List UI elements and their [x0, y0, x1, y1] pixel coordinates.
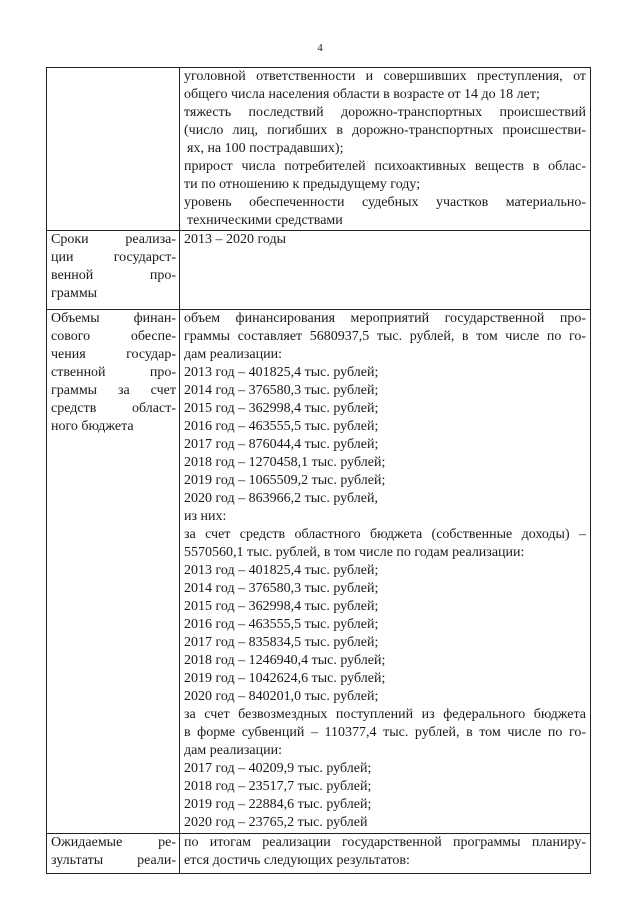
text-line: 2015 год – 362998,4 тыс. рублей;	[184, 401, 379, 416]
cell-content-results	[180, 834, 591, 874]
text-line: 2013 год – 401825,4 тыс. рублей;	[184, 563, 379, 578]
text-line: за счет безвозмездных поступлений из федерального бюджета	[184, 707, 586, 722]
text-line: 2016 год – 463555,5 тыс. рублей;	[184, 419, 379, 434]
text-line: из них:	[184, 509, 227, 524]
text-line: 2020 год – 23765,2 тыс. рублей	[184, 815, 368, 830]
cell-label-timeline	[47, 231, 180, 310]
text-line: ти по отношению к предыдущему году;	[184, 177, 421, 192]
text-line: 2019 год – 22884,6 тыс. рублей;	[184, 797, 372, 812]
text-line: 2014 год – 376580,3 тыс. рублей;	[184, 581, 379, 596]
text-line: зультаты реали-	[51, 853, 176, 868]
text-line: сового обеспе-	[51, 329, 176, 344]
text-line: за счет средств областного бюджета (собственные доходы) –	[184, 527, 586, 542]
text-line: 2020 год – 863966,2 тыс. рублей,	[184, 491, 378, 506]
text-line: ции государст-	[51, 250, 176, 265]
text-line: ется достичь следующих результатов:	[184, 853, 410, 868]
text-line: (число лиц, погибших в дорожно-транспортных происшестви-	[184, 123, 586, 138]
text-line: 2018 год – 1246940,4 тыс. рублей;	[184, 653, 386, 668]
text-line: Сроки реализа-	[51, 232, 176, 247]
text-line: 5570560,1 тыс. рублей, в том числе по годам реализации:	[184, 545, 525, 560]
text-line: 2014 год – 376580,3 тыс. рублей;	[184, 383, 379, 398]
text-line: уровень обеспеченности судебных участков материально-	[184, 195, 586, 210]
text-line: венной про-	[51, 268, 176, 283]
cell-label-results	[47, 834, 180, 874]
text-line: 2016 год – 463555,5 тыс. рублей;	[184, 617, 379, 632]
text-line: 2013 год – 401825,4 тыс. рублей;	[184, 365, 379, 380]
table-row	[47, 68, 591, 231]
page-number: 4	[317, 42, 323, 54]
text-line: граммы	[51, 286, 98, 301]
text-line: 2018 год – 1270458,1 тыс. рублей;	[184, 455, 386, 470]
text-line: 2019 год – 1042624,6 тыс. рублей;	[184, 671, 386, 686]
text-line: 2017 год – 835834,5 тыс. рублей;	[184, 635, 379, 650]
text-line: по итогам реализации государственной программы планиру-	[184, 835, 586, 850]
text-line: прирост числа потребителей психоактивных веществ в облас-	[184, 159, 586, 174]
text-line: уголовной ответственности и совершивших преступления, от	[184, 69, 586, 84]
text-line: дам реализации:	[184, 743, 283, 758]
text-line: граммы составляет 5680937,5 тыс. рублей, в том числе по го-	[184, 329, 586, 344]
text-line: дам реализации:	[184, 347, 283, 362]
text-line: чения государ-	[51, 347, 176, 362]
cell-label	[47, 68, 180, 231]
text-line: 2013 – 2020 годы	[184, 232, 287, 247]
table-row	[47, 231, 591, 310]
cell-content-funding	[180, 310, 591, 834]
text-line: ственной про-	[51, 365, 176, 380]
text-line: 2020 год – 840201,0 тыс. рублей;	[184, 689, 379, 704]
text-line: объем финансирования мероприятий государственной про-	[184, 311, 586, 326]
text-line: средств област-	[51, 401, 176, 416]
text-line: ях, на 100 пострадавших);	[187, 141, 344, 156]
text-line: в форме субвенций – 110377,4 тыс. рублей, в том числе по го-	[184, 725, 586, 740]
text-line: 2017 год – 876044,4 тыс. рублей;	[184, 437, 379, 452]
text-line: Ожидаемые ре-	[51, 835, 176, 850]
text-line: техническими средствами	[187, 213, 343, 228]
text-line: 2017 год – 40209,9 тыс. рублей;	[184, 761, 372, 776]
cell-content-timeline	[180, 231, 591, 310]
table-row	[47, 834, 591, 874]
text-line: 2015 год – 362998,4 тыс. рублей;	[184, 599, 379, 614]
text-line: граммы за счет	[51, 383, 176, 398]
text-line: 2019 год – 1065509,2 тыс. рублей;	[184, 473, 386, 488]
text-line: тяжесть последствий дорожно-транспортных происшествий	[184, 105, 586, 120]
cell-content-indicators	[180, 68, 591, 231]
text-line: ного бюджета	[51, 419, 134, 434]
table-row	[47, 310, 591, 834]
passport-table	[46, 67, 591, 874]
text-line: 2018 год – 23517,7 тыс. рублей;	[184, 779, 372, 794]
text-line: общего числа населения области в возрасте от 14 до 18 лет;	[184, 87, 540, 102]
cell-label-funding	[47, 310, 180, 834]
text-line: Объемы финан-	[51, 311, 176, 326]
